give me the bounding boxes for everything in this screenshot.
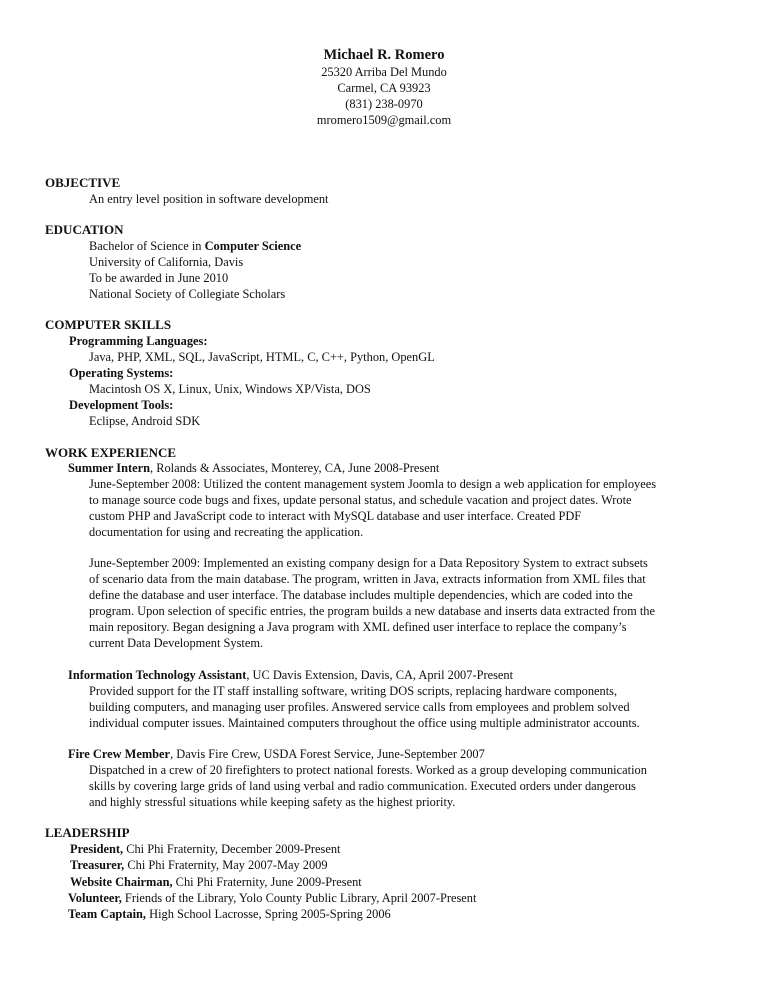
text-line: program. Upon selection of specific entries, the program builds a new database and inserts data extracted from the [89,604,655,618]
leadership-details: Chi Phi Fraternity, June 2009-Present [172,875,362,889]
text-line: individual computer issues. Maintained computers throughout the office using multiple administrator accounts. [89,716,640,730]
text-line: skills by covering large grids of land using verbal and radio communication. Executed orders under dangerous [89,779,636,793]
job-2-title: Information Technology Assistant [68,668,247,682]
job-2-paragraph [89,683,727,731]
leadership-item-treasurer [70,857,328,873]
text-line: main repository. Began designing a Java program with XML defined user interface to replace the company’s [89,620,627,634]
languages-list: Java, PHP, XML, SQL, JavaScript, HTML, C, C++, Python, OpenGL [89,350,435,364]
degree-prefix: Bachelor of Science in [89,239,205,253]
job-3-details: , Davis Fire Crew, USDA Forest Service, June-September 2007 [170,747,485,761]
leadership-item-website-chairman [70,874,362,890]
leadership-title: Treasurer, [70,858,125,872]
job-3-paragraph [89,762,727,810]
email-address: mromero1509@gmail.com [316,113,452,127]
text-line: define the database and user interface. The database includes multiple dependencies, which are coded into the [89,588,633,602]
job-3-title: Fire Crew Member [68,747,171,761]
leadership-title: Team Captain, [68,907,147,921]
text-line: current Data Development System. [89,636,264,650]
phone-number: (831) 238-0970 [345,97,423,111]
text-line: June-September 2009: Implemented an existing company design for a Data Repository System to extract subsets [89,556,648,570]
leadership-title: Website Chairman, [70,875,173,889]
text-line: building computers, and managing user profiles. Answered service calls from employees and problem solved [89,700,630,714]
leadership-item-team-captain [68,906,391,922]
education-heading: EDUCATION [45,222,124,237]
contact-header [0,46,768,128]
leadership-title: Volunteer, [68,891,122,905]
degree [89,238,729,254]
objective-text: An entry level position in software development [89,192,329,206]
leadership-details: Friends of the Library, Yolo County Public Library, April 2007-Present [121,891,477,905]
text-line: Dispatched in a crew of 20 firefighters to protect national forests. Worked as a group developing communication [89,763,647,777]
leadership-item-president [70,841,341,857]
leadership-details: Chi Phi Fraternity, December 2009-Present [123,842,341,856]
text-line: June-September 2008: Utilized the content management system Joomla to design a web application for employees [89,477,657,491]
award-date: To be awarded in June 2010 [89,271,229,285]
job-2-title-line [68,667,513,683]
job-1-details: , Rolands & Associates, Monterey, CA, June 2008-Present [150,461,440,475]
text-line: and highly stressful situations while keeping safety as the highest priority. [89,795,456,809]
text-line: Provided support for the IT staff installing software, writing DOS scripts, replacing hardware components, [89,684,618,698]
work-heading: WORK EXPERIENCE [45,445,177,460]
text-line: custom PHP and JavaScript code to interact with MySQL database and user interface. Created PDF [89,509,582,523]
objective-heading: OBJECTIVE [45,175,121,190]
text-line: of scenario data from the main database. The program, written in Java, extracts information from XML files that [89,572,646,586]
address-line-2: Carmel, CA 93923 [337,81,431,95]
leadership-details: Chi Phi Fraternity, May 2007-May 2009 [124,858,328,872]
leadership-details: High School Lacrosse, Spring 2005-Spring 2006 [146,907,391,921]
job-1-title: Summer Intern [68,461,151,475]
job-1-paragraph-2 [89,555,727,651]
degree-major: Computer Science [204,239,302,253]
os-list: Macintosh OS X, Linux, Unix, Windows XP/Vista, DOS [89,382,371,396]
leadership-title: President, [70,842,124,856]
tools-list: Eclipse, Android SDK [89,414,201,428]
languages-label: Programming Languages: [69,334,208,348]
job-3-title-line [68,746,485,762]
leadership-item-volunteer [68,890,476,906]
text-line: documentation for using and recreating the application. [89,525,364,539]
tools-label: Development Tools: [69,398,174,412]
address-line-1: 25320 Arriba Del Mundo [321,65,447,79]
candidate-name: Michael R. Romero [323,47,445,63]
skills-heading: COMPUTER SKILLS [45,317,172,332]
text-line: to manage source code bugs and fixes, update personal status, and schedule vacation and project dates. Wrote [89,493,632,507]
os-label: Operating Systems: [69,366,174,380]
job-1-title-line [68,460,439,476]
honor-society: National Society of Collegiate Scholars [89,287,286,301]
school: University of California, Davis [89,255,244,269]
job-1-paragraph-1 [89,476,727,540]
leadership-heading: LEADERSHIP [45,825,130,840]
job-2-details: , UC Davis Extension, Davis, CA, April 2007-Present [246,668,514,682]
